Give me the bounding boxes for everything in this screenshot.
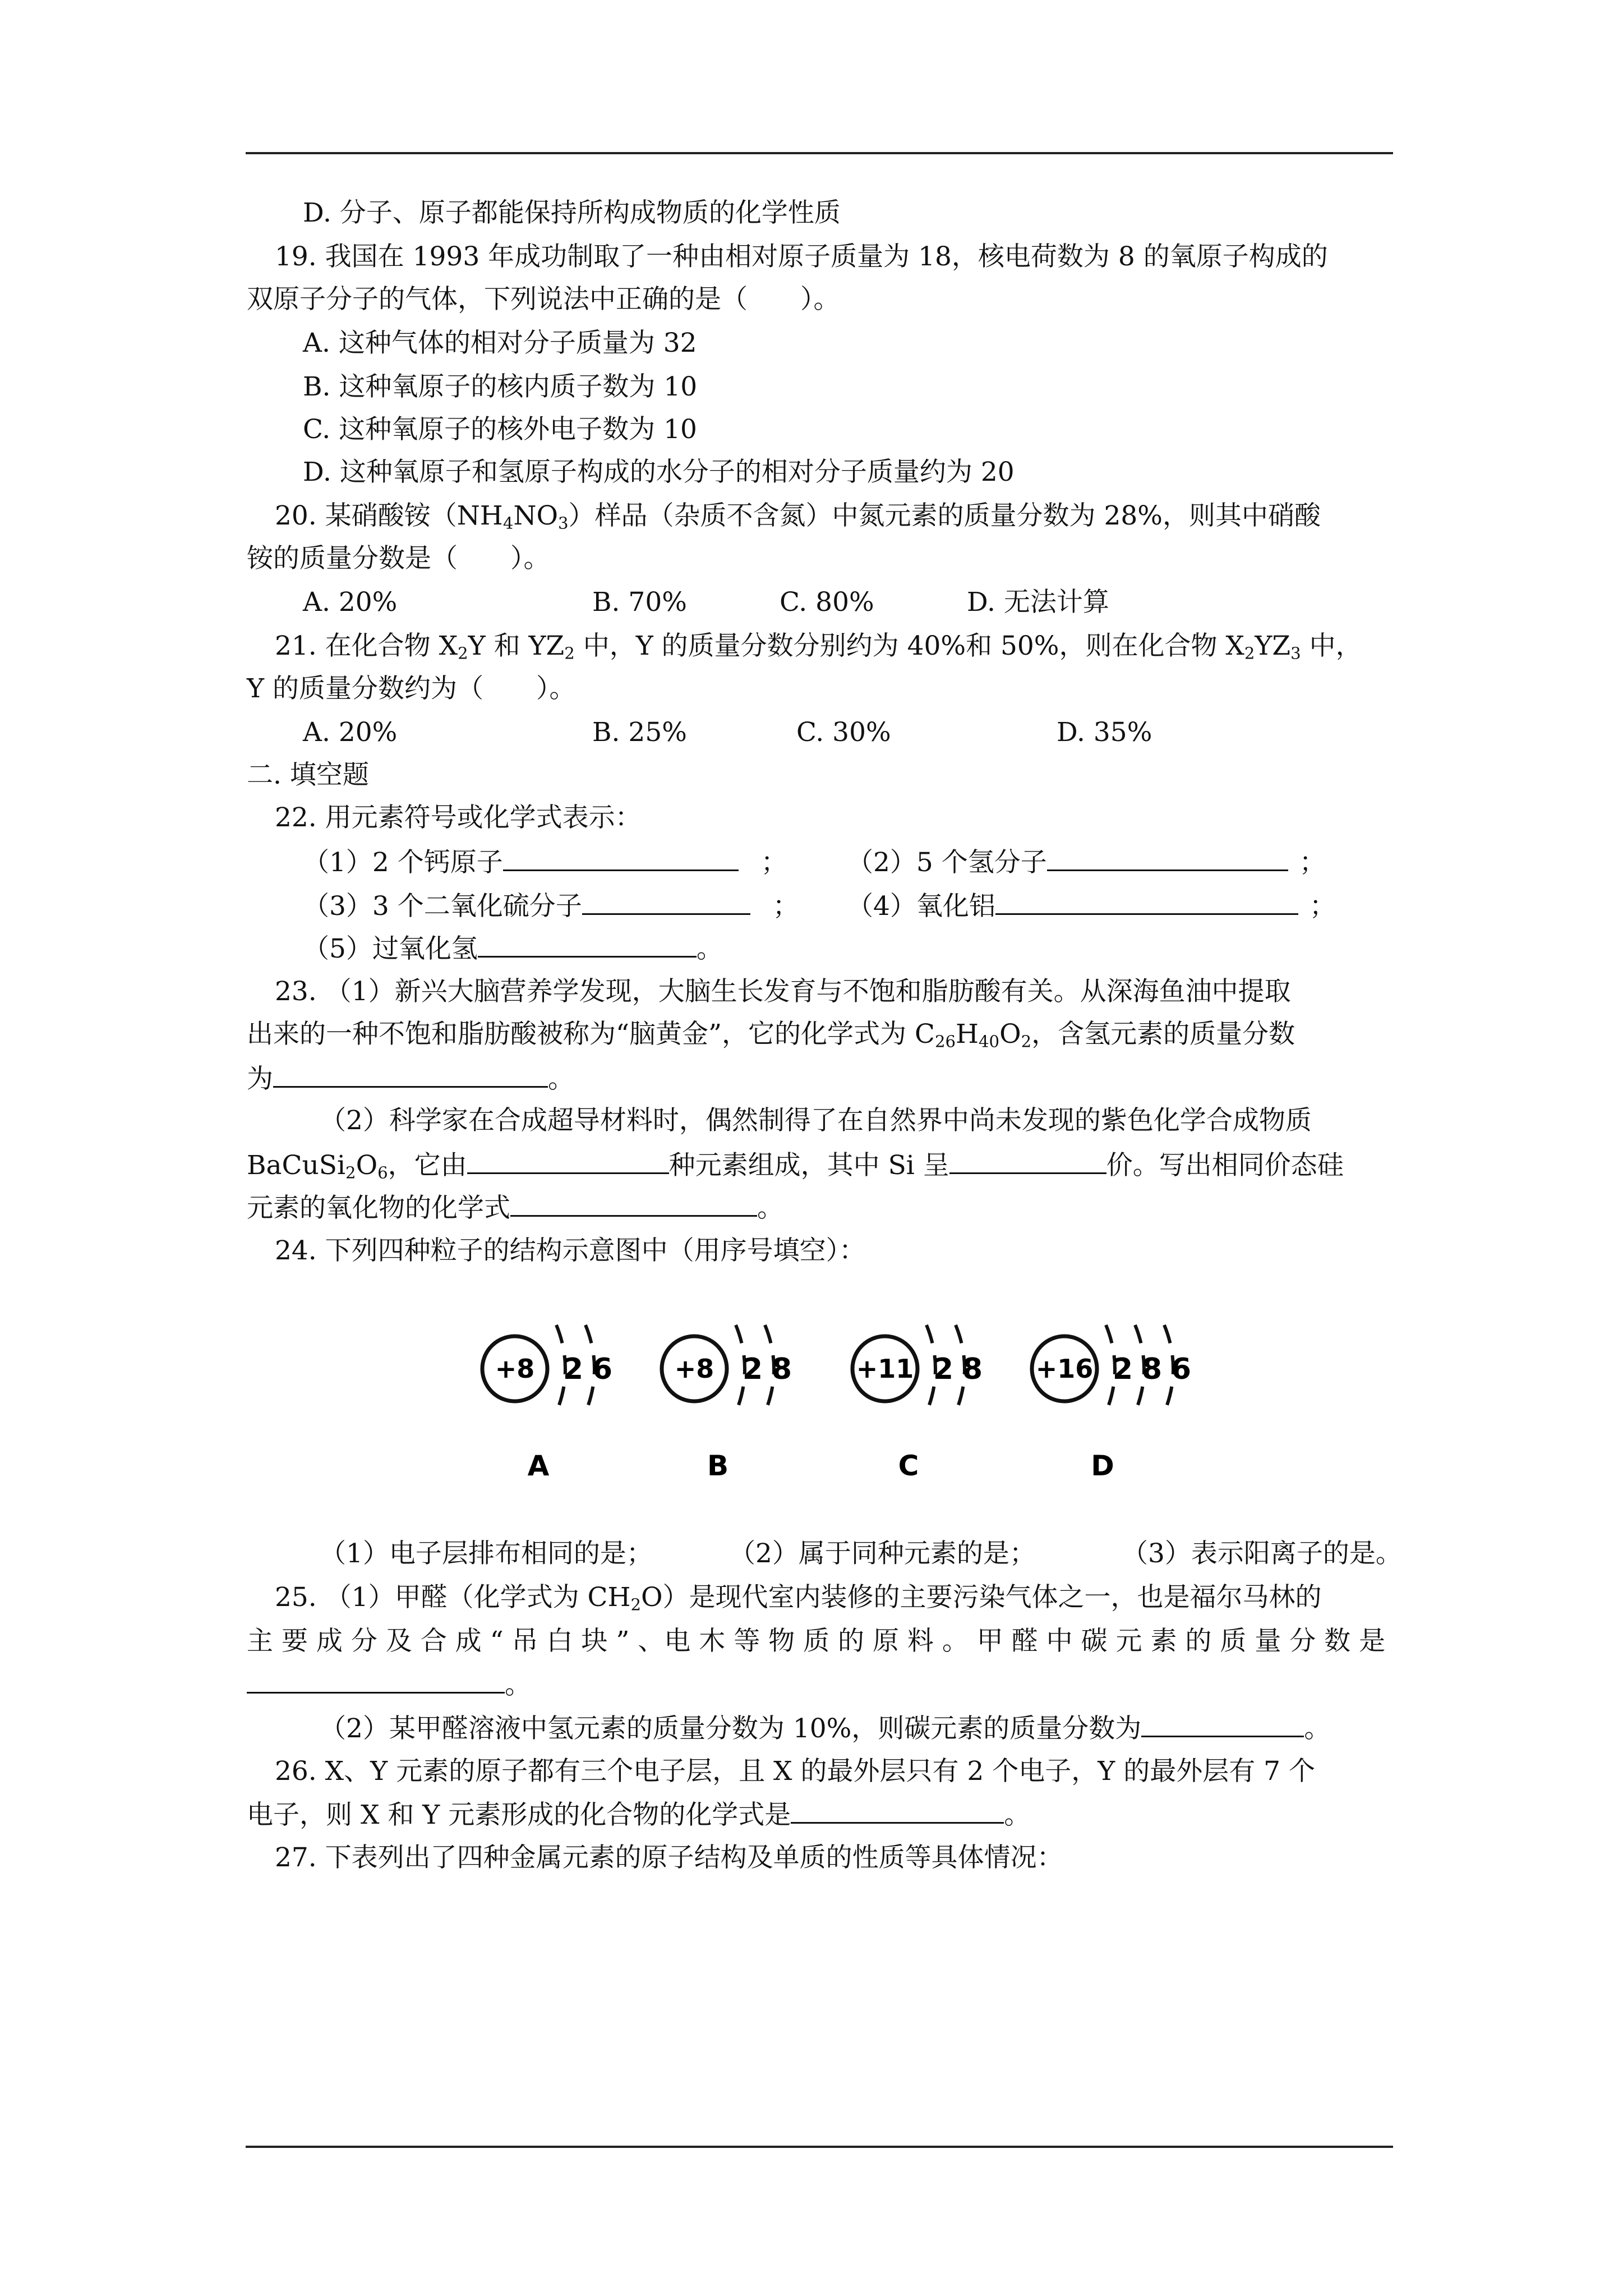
q26-line1: 26. X、Y 元素的原子都有三个电子层，且 X 的最外层只有 2 个电子，Y 的最外层有 7 个 <box>275 1756 1315 1787</box>
q19-line2: 双原子分子的气体，下列说法中正确的是（ ）。 <box>247 284 840 315</box>
shell-electron-count: 2 <box>1112 1352 1133 1386</box>
answer-blank[interactable] <box>791 1797 1004 1824</box>
nucleus-charge: +8 <box>495 1354 535 1384</box>
shell-electron-count: 2 <box>933 1352 954 1386</box>
particle-c <box>852 1325 983 1482</box>
answer-blank[interactable] <box>510 1190 757 1217</box>
atomic-structure-diagram <box>443 1290 1206 1515</box>
q19-option-c: C. 这种氧原子的核外电子数为 10 <box>303 414 697 445</box>
q21-option-a: A. 20% <box>303 717 398 748</box>
q20-line2: 铵的质量分数是（ ）。 <box>247 543 550 574</box>
q23-line4: （2）科学家在合成超导材料时，偶然制得了在自然界中尚未发现的紫色化学合成物质 <box>320 1105 1312 1136</box>
answer-blank[interactable] <box>582 889 750 915</box>
shell-electron-count: 6 <box>592 1352 613 1386</box>
q22-item1: （1）2 个钙原子 ； <box>303 845 787 880</box>
q21-option-d: D. 35% <box>1057 717 1152 748</box>
shell-electron-count: 2 <box>562 1352 584 1386</box>
footer-rule <box>246 2146 1393 2148</box>
q24-title: 24. 下列四种粒子的结构示意图中（用序号填空）： <box>275 1235 866 1266</box>
answer-blank[interactable] <box>995 889 1298 915</box>
section-heading: 二. 填空题 <box>247 760 369 790</box>
answer-blank[interactable] <box>1141 1711 1304 1737</box>
q25-line1: 25. （1）甲醛（化学式为 $CH_2O$）是现代室内装修的主要污染气体之一，也是福尔马林的 <box>275 1582 1322 1614</box>
answer-blank[interactable] <box>478 931 697 958</box>
q23-line2: 出来的一种不饱和脂肪酸被称为“脑黄金”，它的化学式为 $C_{26}H_{40}O_2$，含氢元素的质量分数 <box>247 1019 1295 1051</box>
q25-line2: 主 要 成 分 及 合 成 “ 吊 白 块 ” 、电 木 等 物 质 的 原 料 。 甲 醛 中 碳 元 素 的 质 量 分 数 是 <box>247 1626 1386 1657</box>
shell-electron-count: 8 <box>1141 1352 1163 1386</box>
q24-sub2: （2）属于同种元素的是； <box>729 1538 1036 1569</box>
answer-blank[interactable] <box>949 1148 1106 1174</box>
particle-label: B <box>707 1450 729 1482</box>
q20-line1: 20. 某硝酸铵$(NH_4NO_3)$样品（杂质不含氮）中氮元素的质量分数为 28%，则其中硝酸 <box>275 500 1321 533</box>
q23-line6: 元素的氧化物的化学式 。 <box>247 1190 783 1225</box>
q20-option-b: B. 70% <box>592 587 687 618</box>
q19-line1: 19. 我国在 1993 年成功制取了一种由相对原子质量为 18，核电荷数为 8 的氧原子构成的 <box>275 241 1328 272</box>
shell-electron-count: 2 <box>742 1352 763 1386</box>
q22-title: 22. 用元素符号或化学式表示： <box>275 802 642 833</box>
q21-line1: 21. 在化合物 $X_2Y$ 和 $YZ_2$ 中，Y 的质量分数分别约为 40%和 50%，则在化合物 $X_2YZ_3$ 中， <box>275 631 1362 663</box>
answer-blank[interactable] <box>503 845 739 871</box>
q24-sub1: （1）电子层排布相同的是； <box>320 1538 653 1569</box>
q19-option-a: A. 这种气体的相对分子质量为 32 <box>303 328 697 358</box>
q27-line1: 27. 下表列出了四种金属元素的原子结构及单质的性质等具体情况： <box>275 1842 1063 1873</box>
header-rule <box>246 152 1393 154</box>
particle-label: D <box>1091 1450 1114 1482</box>
q22-item5: （5）过氧化氢 。 <box>303 931 723 966</box>
shell-electron-count: 8 <box>771 1352 792 1386</box>
q20-option-d: D. 无法计算 <box>967 587 1109 618</box>
particle-b <box>662 1325 792 1482</box>
q21-option-b: B. 25% <box>592 717 687 748</box>
q19-option-b: B. 这种氧原子的核内质子数为 10 <box>303 371 698 402</box>
q26-line2: 电子，则 X 和 Y 元素形成的化合物的化学式是 。 <box>247 1797 1030 1832</box>
q22-item4: （4）氧化铝 ； <box>847 889 1336 923</box>
q23-line5: $BaCuSi_2O_6$，它由 种元素组成，其中 Si 呈 价。写出相同价态硅 <box>247 1148 1344 1182</box>
q19-option-d: D. 这种氧原子和氢原子构成的水分子的相对分子质量约为 20 <box>303 457 1015 487</box>
q21-line2: Y 的质量分数约为（ ）。 <box>247 673 576 704</box>
answer-blank[interactable] <box>1047 845 1288 871</box>
particle-d <box>1032 1325 1191 1482</box>
q25-line3: 。 <box>247 1667 531 1702</box>
particle-label: C <box>898 1450 919 1482</box>
q23-line1: 23. （1）新兴大脑营养学发现，大脑生长发育与不饱和脂肪酸有关。从深海鱼油中提取 <box>275 976 1291 1007</box>
q22-item3: （3）3 个二氧化硫分子 ； <box>303 889 799 923</box>
q24-sub3: （3）表示阳离子的是。 <box>1122 1538 1402 1569</box>
answer-blank[interactable] <box>273 1061 548 1088</box>
nucleus-charge: +11 <box>856 1354 914 1384</box>
particle-a <box>482 1325 612 1482</box>
answer-blank[interactable] <box>467 1148 669 1174</box>
option-d-previous: D. 分子、原子都能保持所构成物质的化学性质 <box>303 197 841 228</box>
nucleus-charge: +8 <box>674 1354 714 1384</box>
particle-label: A <box>527 1450 550 1482</box>
q22-item2: （2）5 个氢分子 ； <box>847 845 1326 880</box>
shell-electron-count: 6 <box>1170 1352 1192 1386</box>
q20-option-a: A. 20% <box>303 587 398 618</box>
q23-line3: 为 。 <box>247 1061 574 1096</box>
q25-line4: （2）某甲醛溶液中氢元素的质量分数为 10%，则碳元素的质量分数为 。 <box>320 1711 1330 1746</box>
nucleus-charge: +16 <box>1035 1354 1094 1384</box>
q21-option-c: C. 30% <box>796 717 891 748</box>
shell-electron-count: 8 <box>962 1352 983 1386</box>
q20-option-c: C. 80% <box>780 587 874 618</box>
answer-blank[interactable] <box>247 1667 505 1694</box>
